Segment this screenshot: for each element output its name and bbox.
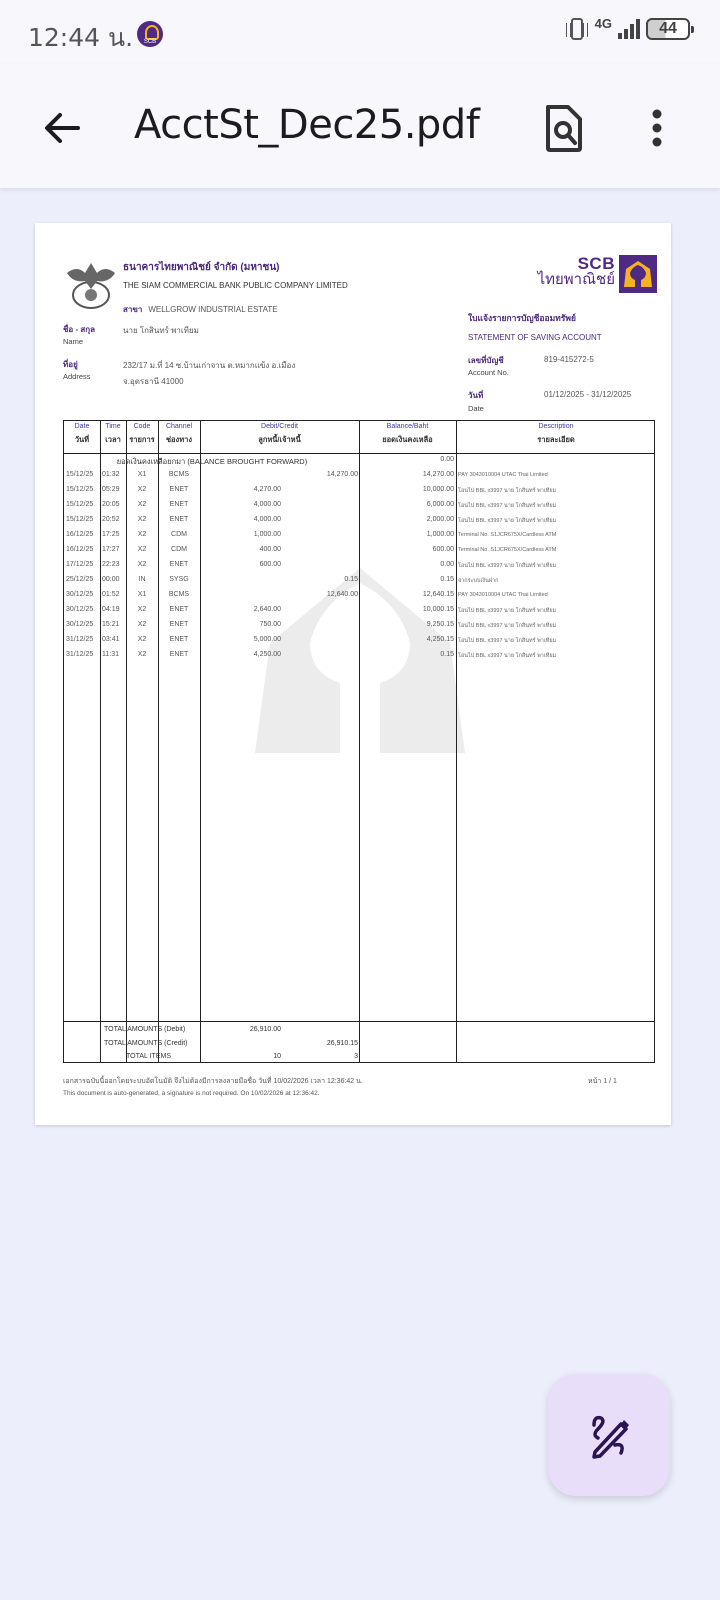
cell-date: 15/12/25: [66, 516, 94, 523]
cell-time: 22:23: [102, 561, 120, 568]
address-line-1: 232/17 ม.ที่ 14 ซ.บ้านเก่าจาน ต.หมากแข้ง อ.เมือง: [123, 361, 296, 370]
cell-debit: 4,270.00: [253, 486, 281, 493]
cell-time: 17:27: [102, 546, 120, 553]
draw-annotate-icon: [585, 1411, 633, 1459]
cell-code: IN: [138, 576, 146, 583]
total-credit-value: 26,910.15: [326, 1040, 358, 1047]
header-date: Date วันที่: [74, 423, 90, 444]
statement-title-en: STATEMENT OF SAVING ACCOUNT: [468, 333, 602, 342]
total-debit-label: TOTAL AMOUNTS (Debit): [104, 1026, 186, 1033]
cell-balance: 9,250.15: [426, 621, 454, 628]
table-row: [64, 498, 654, 513]
cell-time: 00:00: [102, 576, 120, 583]
header-channel: Channel ช่องทาง: [165, 423, 193, 444]
cell-channel: ENET: [169, 561, 189, 568]
cell-date: 17/12/25: [66, 561, 94, 568]
cell-channel: CDM: [171, 531, 187, 538]
table-row: [64, 543, 654, 558]
cell-code: X2: [137, 501, 147, 508]
cell-time: 11:31: [102, 651, 119, 658]
vibrate-icon: [571, 18, 583, 40]
cell-debit: 4,250.00: [253, 651, 281, 658]
branch-label: สาขา: [123, 305, 143, 314]
account-number: 819-415272-5: [544, 355, 594, 364]
garuda-emblem-icon: [63, 259, 119, 311]
cell-channel: BCMS: [168, 471, 190, 478]
battery-level: 44: [659, 20, 677, 37]
table-row: [64, 468, 654, 483]
table-row: [64, 633, 654, 648]
app-badge-text: SCB: [143, 39, 157, 45]
cell-code: X1: [137, 471, 147, 478]
cell-code: X2: [137, 621, 147, 628]
cell-balance: 10,000.15: [422, 606, 454, 613]
address-label-en: Address: [63, 372, 91, 381]
branch: [123, 303, 278, 316]
cell-balance: 12,640.15: [422, 591, 454, 598]
cell-code: X2: [137, 561, 147, 568]
header-debit-credit: Debit/Credit ลูกหนี้/เจ้าหนี้: [258, 423, 301, 444]
cell-time: 15:21: [102, 621, 120, 628]
cell-balance: 6,000.00: [426, 501, 454, 508]
name-label-en: Name: [63, 337, 84, 346]
page-indicator: หน้า 1 / 1: [588, 1078, 617, 1085]
cell-code: X2: [137, 486, 147, 493]
table-row: [64, 618, 654, 633]
date-label-en: Date: [468, 404, 484, 413]
cell-date: 25/12/25: [66, 576, 94, 583]
back-arrow-icon: [38, 104, 86, 152]
statement-date-range: 01/12/2025 - 31/12/2025: [544, 390, 632, 399]
cell-date: 15/12/25: [66, 486, 94, 493]
cell-balance: 0.15: [440, 576, 454, 583]
name-label-th: ชื่อ - สกุล: [63, 325, 95, 334]
status-icons: [571, 15, 690, 40]
address-line-2: จ.อุดรธานี 41000: [123, 377, 184, 386]
header-code: Code รายการ: [129, 423, 155, 444]
cell-channel: ENET: [169, 516, 189, 523]
header-balance: Balance/Baht ยอดเงินคงเหลือ: [382, 423, 433, 444]
app-bar: [0, 64, 720, 188]
cell-balance: 600.00: [432, 546, 454, 553]
table-row: [64, 528, 654, 543]
document-title: AcctSt_Dec25.pdf: [134, 102, 480, 148]
search-document-button[interactable]: [540, 102, 588, 154]
total-credit-label: TOTAL AMOUNTS (Credit): [104, 1040, 188, 1047]
scb-app-notification-icon: [137, 21, 163, 47]
cell-code: X2: [137, 651, 147, 658]
cell-time: 05:29: [102, 486, 120, 493]
cell-date: 15/12/25: [66, 501, 94, 508]
cell-desc: โอนไป BBL x3997 นาย โกสินทร์ พาเทียม: [458, 653, 557, 659]
cell-time: 04:19: [102, 606, 120, 613]
cell-date: 31/12/25: [66, 636, 94, 643]
cell-time: 20:52: [102, 516, 120, 523]
cell-channel: ENET: [169, 621, 189, 628]
cell-date: 31/12/25: [66, 651, 94, 658]
table-row: [64, 648, 654, 663]
table-row: [64, 483, 654, 498]
cell-desc: จากระบบเงินฝาก: [458, 578, 499, 584]
header-time: Time เวลา: [105, 423, 121, 444]
cell-time: 17:25: [102, 531, 120, 538]
statement-title-th: ใบแจ้งรายการบัญชีออมทรัพย์: [468, 313, 576, 323]
cell-date: 16/12/25: [66, 546, 94, 553]
battery-icon: [646, 18, 690, 40]
date-label-th: วันที่: [468, 391, 484, 400]
logo-text-th: ไทยพาณิชย์: [537, 271, 615, 288]
cell-date: 30/12/25: [66, 606, 94, 613]
balance-forward-value: 0.00: [440, 456, 454, 463]
total-debit-items: 10: [273, 1053, 281, 1060]
cell-code: X2: [137, 606, 147, 613]
cell-code: X2: [137, 636, 147, 643]
transactions-table: [63, 420, 655, 1063]
cell-desc: โอนไป BBL x3997 นาย โกสินทร์ พาเทียม: [458, 488, 557, 494]
account-holder-name: นาย โกสินทร์ พาเทียม: [123, 326, 199, 335]
cell-desc: Terminal No. S1JCR675X/Cardless ATM: [458, 532, 557, 538]
branch-value: WELLGROW INDUSTRIAL ESTATE: [148, 305, 278, 314]
network-type: 4G: [594, 15, 612, 31]
cell-time: 01:52: [102, 591, 120, 598]
cell-balance: 2,000.00: [426, 516, 454, 523]
cell-channel: SYSG: [169, 576, 189, 583]
total-items-label: TOTAL ITEMS: [126, 1053, 171, 1060]
pdf-page[interactable]: [35, 223, 671, 1125]
account-label-en: Account No.: [468, 368, 509, 377]
cell-time: 03:41: [102, 636, 120, 643]
cell-date: 15/12/25: [66, 471, 94, 478]
scb-logo: [538, 255, 657, 293]
status-time: 12:44 น.: [28, 23, 134, 52]
cell-date: 30/12/25: [66, 621, 94, 628]
back-button[interactable]: [38, 104, 86, 152]
cell-code: X1: [137, 591, 147, 598]
cell-desc: Terminal No. S1JCR675X/Cardless ATM: [458, 547, 557, 553]
cell-desc: PAY 3043010004 UTAC Thai Limited: [458, 592, 548, 598]
table-row: [64, 558, 654, 573]
cell-time: 20:05: [102, 501, 120, 508]
cell-code: X2: [137, 546, 147, 553]
cell-balance: 0.15: [440, 651, 454, 658]
cell-debit: 4,000.00: [253, 516, 281, 523]
cell-code: X2: [137, 516, 147, 523]
cell-code: X2: [137, 531, 147, 538]
cell-desc: โอนไป BBL x3997 นาย โกสินทร์ พาเทียม: [458, 503, 557, 509]
logo-text-en: SCB: [577, 254, 615, 273]
cell-balance: 10,000.00: [422, 486, 454, 493]
cell-channel: ENET: [169, 636, 189, 643]
status-bar: [0, 0, 720, 64]
table-row: [64, 573, 654, 588]
cell-desc: โอนไป BBL x3997 นาย โกสินทร์ พาเทียม: [458, 563, 557, 569]
total-debit-value: 26,910.00: [249, 1026, 281, 1033]
footer-thai: เอกสารฉบับนี้ออกโดยระบบอัตโนมัติ จึงไม่ต้องมีการลงลายมือชื่อ วันที่ 10/02/2026 เวลา 12:36:42 น.: [63, 1078, 363, 1085]
table-row: [64, 603, 654, 618]
cell-balance: 1,000.00: [426, 531, 454, 538]
cell-credit: 12,640.00: [326, 591, 358, 598]
cell-desc: โอนไป BBL x3997 นาย โกสินทร์ พาเทียม: [458, 518, 557, 524]
cell-channel: ENET: [169, 606, 189, 613]
balance-forward-label: ยอดเงินคงเหลือยกมา (BALANCE BROUGHT FORWARD): [116, 457, 308, 466]
scb-lotus-icon: [619, 255, 657, 293]
cell-channel: ENET: [169, 501, 189, 508]
cell-debit: 400.00: [259, 546, 281, 553]
table-row: [64, 513, 654, 528]
cell-credit: 14,270.00: [326, 471, 358, 478]
cell-channel: BCMS: [168, 591, 190, 598]
cell-debit: 750.00: [259, 621, 281, 628]
cell-desc: โอนไป BBL x3997 นาย โกสินทร์ พาเทียม: [458, 608, 557, 614]
cell-balance: 0.00: [440, 561, 454, 568]
more-options-button[interactable]: [645, 104, 669, 152]
signal-icon: [618, 19, 640, 39]
search-document-icon: [540, 102, 588, 154]
annotate-fab[interactable]: [548, 1374, 670, 1496]
footer-english: This document is auto-generated, a signature is not required. On 10/02/2026 at 12:36:42.: [63, 1090, 320, 1097]
cell-debit: 5,000.00: [253, 636, 281, 643]
header-description: Description รายละเอียด: [537, 423, 575, 444]
cell-channel: ENET: [169, 486, 189, 493]
cell-debit: 600.00: [259, 561, 281, 568]
address-label-th: ที่อยู่: [63, 360, 78, 369]
cell-channel: ENET: [169, 651, 189, 658]
cell-date: 16/12/25: [66, 531, 94, 538]
cell-desc: โอนไป BBL x3997 นาย โกสินทร์ พาเทียม: [458, 623, 557, 629]
account-label-th: เลขที่บัญชี: [468, 356, 504, 365]
cell-desc: โอนไป BBL x3997 นาย โกสินทร์ พาเทียม: [458, 638, 557, 644]
cell-desc: PAY 3043010004 UTAC Thai Limited: [458, 472, 548, 478]
cell-date: 30/12/25: [66, 591, 94, 598]
cell-balance: 4,250.15: [426, 636, 454, 643]
cell-debit: 1,000.00: [253, 531, 281, 538]
cell-balance: 14,270.00: [422, 471, 454, 478]
cell-debit: 2,640.00: [253, 606, 281, 613]
total-credit-items: 3: [354, 1053, 358, 1060]
more-vert-icon: [645, 104, 669, 152]
bank-name-english: THE SIAM COMMERCIAL BANK PUBLIC COMPANY LIMITED: [123, 281, 348, 290]
cell-debit: 4,000.00: [253, 501, 281, 508]
cell-channel: CDM: [171, 546, 187, 553]
cell-credit: 0.15: [344, 576, 358, 583]
bank-name-thai: ธนาคารไทยพาณิชย์ จำกัด (มหาชน): [123, 262, 280, 273]
table-row: [64, 588, 654, 603]
cell-time: 01:32: [102, 471, 120, 478]
